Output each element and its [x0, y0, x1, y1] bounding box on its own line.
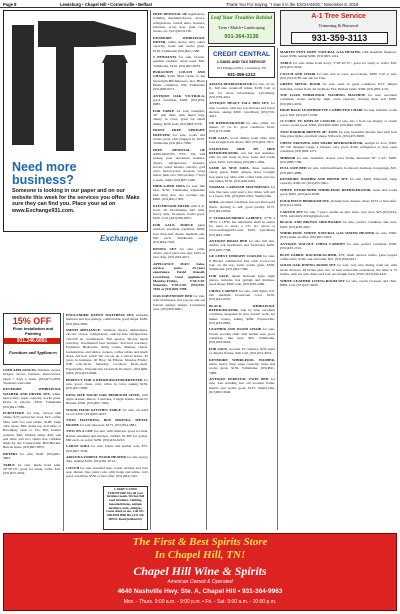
classified-ad [3, 452, 61, 461]
classified-heading: TOP LOAD WHIRLPOOL WASHING MACHINE [280, 93, 366, 98]
classified-text: for sale, with mattress, good for kids, Rattan ornament and kitchen, cabinet, $1,300 for gallon, $60 each, on sofas; $250. (931)434-0223. [66, 429, 148, 442]
leaf-phone: 931-364-3136 [224, 34, 259, 40]
classified-ad [209, 136, 275, 145]
classified-text: for sale, curved side chairs, $15; swivel bar stool, $15; coffee table with two end tables, $100; large curio glass, $60; dome top doll table or Bowlikely chair or 25s, $50; leather recliner, $40; kitchen lamp, $20; oak end table and two chairs live children made by the Cornersville. Bell Buckle. Belvue more. (931)607-8057. [3, 411, 61, 450]
classified-ad [153, 204, 205, 221]
credit-phone: 931-359-1212 [227, 72, 256, 77]
classified-heading: TABLE [3, 462, 15, 467]
classified-text: for sale, free standing has old wooden frame, mantle and works good, $125. Shelbyville. (615)693-3646. [209, 377, 275, 394]
page-number: Page 8 [3, 1, 17, 7]
classified-heading: FOR SALE, [209, 135, 229, 140]
classified-heading: ENGLANDER QUEEN MATTRESS SET, [66, 313, 135, 317]
classified-text: wet bar and stainless, with ice and water in door, looks and works good, $250. Lynchburg (931)801-1064. [209, 150, 275, 164]
classified-ad [280, 93, 397, 106]
classified-ad [153, 294, 205, 311]
classified-text: for sale, like new, only used a few times, will sell to a buyer, $70. (931)629-3301, Shelbyville. [209, 185, 275, 198]
classified-ad [66, 408, 148, 417]
leaf-troubles-ad[interactable] [208, 12, 275, 44]
classifieds-column-3 [153, 12, 205, 530]
classified-text: for sale, looks and works good, still plugged in, $150. Tullahoma (931)841-7986. [153, 132, 205, 146]
classified-ad [209, 216, 275, 237]
page-header [0, 0, 400, 8]
classified-ad [66, 466, 148, 479]
furniture-label: Furniture and Appliances [8, 350, 58, 355]
classified-heading: TABLE [280, 60, 292, 65]
tree-phone: 931-359-3113 [291, 32, 388, 44]
classified-text: for sale, beautiful, 30" pub table with metal legs, cherry in color, great for small dining, $250 each. (931)808-5378. [153, 108, 205, 126]
classified-ad [153, 128, 205, 145]
classified-ad [280, 263, 397, 276]
liquor-title-2: In Chapel Hill, TN! [154, 549, 246, 561]
classified-heading: BURGUNDY COUCH AND CHAIR, [153, 70, 205, 79]
classified-text: for sale, $100. (931)261-3802. [3, 451, 61, 461]
furniture-discount: 15% OFF [12, 316, 52, 326]
credit-central-ad[interactable] [208, 46, 275, 78]
classified-text: $79; small outdoor tables, glass topped coffee table, $100, oak end table, $25. (931)359-6611. [280, 252, 397, 261]
classified-ad [280, 177, 397, 186]
classifieds-column-1 [3, 368, 61, 530]
classified-text: for sale, made from pine, 29"x9"x5", great for study, crafts, $10. (931)455-3654. [3, 462, 61, 476]
classified-ad [66, 393, 148, 406]
classified-ad [280, 220, 397, 229]
classified-heading: CHEST FREEZER AND SHARP REFRIGERATOR, [280, 140, 364, 145]
classified-text: for sale, teal in color, good shape, $400. Call or text, (931)703-9785 and ask for Tina. [280, 71, 397, 80]
classified-heading: FOR SALE, [209, 273, 230, 278]
classified-text: for sale, $300, Ellsworth, large capacity, $300 all. (931)455-3661. [280, 177, 397, 186]
classified-text: wood dining room table with four straight back chairs, $65. (931)691-7811. [209, 135, 275, 145]
classified-ad [3, 411, 61, 450]
classified-text: for sale, with headboard, footboard, mattress, boxsprings, $50. (931)607-4880. [280, 166, 397, 175]
classified-text: upright in door, $300, 30" GE designer range, 4 burners, very good, $100, refrigerator or door open condition, (931)839-1271. [280, 140, 397, 154]
classified-heading: LEATHER AND WOOD CHAIR [209, 327, 262, 332]
classified-heading: HIGH BACK LEATHERETTE COMPUTER CHAIR [280, 108, 363, 113]
classified-ad [66, 328, 148, 375]
classified-heading: BLACK WHIRLPOOL REFRIGERATOR, [209, 303, 275, 313]
classified-text: Appliances, washing machines/dryers, stoves, refrigerators, central units, freezers, batteries, scrap iron, junk cars, trucks, etc. (931)425-9136. [153, 12, 205, 34]
classified-heading: MARTIN VENT FREE NATURAL GAS HEATER, [280, 50, 361, 54]
classified-text: side by side, excellent condition, dispenser in door doesn't work, ice maker works, asking $200. Fayetteville. (931)433-0881. [209, 308, 275, 325]
classified-heading: FROST FREE UPRIGHT FREEZER [153, 128, 205, 137]
classified-ad [280, 210, 397, 219]
classified-ad [153, 262, 205, 292]
classified-heading: PERFECT FOR A REFRIGERATOR/FREEZER [66, 377, 143, 382]
classified-heading: BLACK AND BROWN SIDE-BOARD [280, 220, 341, 225]
classified-heading: FREE REMOVAL OF [153, 12, 188, 16]
needmore-body: Someone is looking in our paper and on our website this week for the services you offer. Make sure they can find you. Place your ad on www.Exchange931.com. [12, 188, 140, 214]
classified-heading: FREE REMOVAL OF [153, 147, 205, 152]
classified-ad [209, 347, 275, 356]
classified-heading: BLUE FABRIC ROCKER/GLIDER, [280, 252, 338, 257]
furniture-phone: 931.246.6891 [4, 338, 60, 344]
classified-text: for sale, full size, double oak headboard and footboard, $250. (931)205-7798. [209, 239, 275, 252]
classified-text: Washers, dryers, fridges, stoves, freezers, microwaves. Open 7 days a week. (931)273-4700, Trade-ins welcome! [3, 368, 61, 385]
classified-heading: SOFA, [209, 200, 220, 205]
classified-ad [280, 253, 397, 262]
classified-heading: TWO HARBOR BREEZE 48" FANS [280, 129, 338, 134]
classified-text: good condition, $400. (931)359-6985. [153, 98, 205, 107]
leaf-line: Trees • Mulch • Landscaping [218, 25, 265, 30]
classified-heading: KING SIZE SOLID OAK BEDROOM SUITE, [66, 392, 141, 397]
classified-text: for sale, 7 piece candle set plus plate, very nice, $25 (931)334-5679. ladydolly:2019@gmail.com [280, 209, 397, 218]
classified-heading: 5' STORAGE/MEDIA CABINET, [209, 215, 263, 220]
classified-text: for sale, bronze, pendant cushion, never used, $20. Tullahoma, $210. (931)461-8233. [153, 55, 205, 68]
classified-heading: KITCHENAID MIXER [153, 203, 190, 208]
classified-text: for sale, has a front top display or cream cooler, works good, $300. (931)695-6495 (931)842-5290. [280, 118, 397, 128]
credit-title: CREDIT CENTRAL [212, 51, 271, 58]
classified-text: for sale, steel, in great condition, 6'x3', hinges included, comes from old Jackbase Fire, Belfast lands, $300. (931)993-4131. [280, 82, 397, 91]
classified-text: white, heavy duty, super capacity, looks and works great, $150. Tullahoma (931)841-1586. [153, 39, 205, 53]
classified-text: for sale, excellent condition, works perfectly, high, extra capacity, moving must sell, $200. (931)691-4052. [280, 93, 397, 106]
classified-ad [153, 109, 205, 126]
classified-heading: COUCH AND CHAIR [280, 71, 316, 76]
classified-heading: NORMAL CARWASH MATTRESSES [209, 185, 270, 190]
classified-ad [280, 242, 397, 251]
classified-text: includes mattress and box springs, comfortable, good shape, $180. (931)364-3881. [66, 313, 148, 326]
classified-heading: WHIRLPOOL WHITE NATURAL GAS WATER HEATER [280, 231, 375, 236]
classified-heading: 12 CUBIC FT. DISPLAY COOLER [280, 118, 336, 123]
classified-heading: ARIZONA FOREST WOOD HEATER [66, 455, 126, 460]
liquor-address: 4640 Nashville Hwy. Ste. A, Chapel Hill • 931-364-9963 [117, 588, 283, 595]
classified-ad [153, 94, 205, 107]
classified-ad [280, 82, 397, 91]
classified-ad [209, 121, 275, 134]
classified-ad [280, 130, 397, 139]
need-more-business-ad[interactable] [3, 10, 148, 232]
classified-ad [66, 313, 148, 326]
classified-text: $150; Mail carrier to the Snowlight-Hitchmosse's, nice Black Home condition, $50. Tullahoma (931)368-8271. [153, 74, 205, 92]
classified-text: for sale, standard size, rocker recliner and love seat, dinner, blue plaid color with beige and white, very good condition, $550 or best offer. (931)364-7427. [66, 465, 148, 479]
header-thanks: Thank You For Saying, "I saw it in the EXCHANGE," November 8, 2016 [226, 1, 359, 7]
tree-sub: Trimming & Removal [318, 23, 359, 28]
classified-text: wooden TV armoire, fifth stand or display fixture, $40. Call, (931)253-4074. [209, 346, 275, 356]
classified-text: includes bed, dresser, chest, $275 or best offer. (931)212-6610. [280, 198, 397, 208]
classified-ad [209, 200, 275, 213]
classified-heading: KENMORE WHIRLPOOL DRYER, [153, 35, 205, 44]
classified-ad [66, 378, 148, 391]
classified-ad [280, 141, 397, 154]
classified-text: for sale, heavy duty. Asking $100. (931)361-8712. [66, 455, 148, 464]
leaf-title: Leaf Your Troubles Behind [210, 15, 273, 21]
furniture-ad[interactable] [3, 313, 61, 365]
classified-heading: TWO ON A COT [66, 429, 94, 434]
classified-text: glass window, excellent condition, $200; four drop-leaf chairs, medium oak, $20 each. Tullahoma area. (931)994-7643. [153, 222, 205, 245]
classified-ad [209, 327, 275, 344]
classified-text: APPLIANCES, ETC. We will pickup your unwanted washers, dryers, refrigerators, freezers, stoves, water heaters, electric, golf carts, motorcycles, mowers, scrap metal, junk cars. Will pickup, 7 days a week. Jamie (931)607-1046. [153, 151, 205, 182]
classified-heading: CARVED SET [280, 209, 303, 214]
classified-ad [209, 147, 275, 164]
classified-ad [153, 70, 205, 91]
classified-heading: FOR TABLE [153, 108, 175, 113]
larrys-used-furniture-ad[interactable] [103, 486, 148, 530]
classified-ad [209, 358, 275, 375]
classified-heading: OAK DAVENPORT BED [153, 293, 193, 298]
classified-ad [153, 247, 205, 260]
classified-heading: FURNITURE [3, 411, 25, 416]
classified-ad [3, 387, 61, 408]
classified-heading: 5 PENDANTS [153, 55, 177, 60]
classified-text: three cushions, celery green, $300; antique brass wrought iron glass top table with coffee table and two end tables, $150. (931)246-0292. [209, 165, 275, 183]
classified-ad [280, 188, 397, 197]
classified-heading: SOLID OAK DINING ROOM SET [280, 263, 336, 268]
classified-ad [280, 231, 397, 240]
classified-ad [66, 418, 148, 427]
classified-heading: USED APPLIANCES. [3, 368, 37, 372]
classified-ad [66, 455, 148, 464]
classified-ad [153, 148, 205, 182]
classified-heading: FOUR PIECE BEDROOM SET, [280, 198, 330, 203]
furniture-sub: Floor Installation and Painting [12, 326, 54, 336]
classified-ad [280, 72, 397, 81]
classified-ad [280, 156, 397, 165]
classified-heading: GREEN METAL DOOR [280, 82, 321, 87]
hammer-icon [8, 15, 144, 155]
paper-towns: Lewisburg • Chapel Hill • Cornersville • Belfast [60, 1, 153, 7]
classified-heading: ANTIQUE PEDESTAL TWIN BED [209, 377, 269, 381]
classified-text: for sale, table, chairs, and 2 piece one spot, $225 or best offer, (931)433-4671. [153, 246, 205, 260]
classified-ad [280, 108, 397, 117]
classified-ad [153, 55, 205, 68]
classified-ad [3, 463, 61, 476]
classified-ad [66, 444, 148, 453]
classified-ad [153, 223, 205, 244]
classified-heading: FOR SALE, MAPLE [153, 222, 194, 227]
classified-ad [280, 50, 397, 59]
classified-text: for sale, fabric and leather sofa, $75. (931)967-3539. [66, 444, 148, 453]
classified-ad [280, 199, 397, 208]
classified-text: for sale, like new, $150. Tullahoma adjustable bed, king size, two recliner top, $400. (931)461-7303. [153, 184, 205, 202]
classified-ad [209, 239, 275, 252]
classified-text: white, heavy-duty, super capacity, works great. Dryer is electric. $350. Tullahoma (931)841-7986. [3, 391, 61, 409]
classified-heading: GE CHEST UPRIGHT COOLER [209, 254, 262, 259]
classified-text: white, heavy duty, super capacity, looks and works great, $150. Tullahoma. (931)841-7986. [209, 361, 275, 375]
classified-ad [280, 166, 397, 175]
classified-text: for sale, brown wooden chair with leather seat, good condition, like new, $65. Tullahoma. (931)393-9018. [209, 327, 275, 345]
classified-text: for sale, wooden, with two top drawers and lower shelves, asking $300. Lynchburg (931)759-4021. [209, 101, 275, 119]
larry-text: LARRY'S USED FURNITURE buy all your furniture needs. We buy/Sell used furniture. Clothing, household items, antique furniture, tools, antiques, Come check us out. Call 931-698-8700 9060 Hwy.431 OR MENC Road (behind Dry [106, 487, 145, 521]
classified-text: with triple dresser, mirror, 2 hutches, 2 night stands, made by Bassett, $500. (931)465-7094. [66, 392, 148, 406]
classified-heading: WHITE LEATHER LIVING ROOM SET [280, 278, 346, 283]
classified-heading: KENMORE WHIRLPOOL WASHER AND DRYER SET, [3, 387, 61, 396]
classified-heading: WHITE OVERUNDER WHIRLPOOL REFRIGERATOR, [280, 187, 372, 192]
classified-heading: WOOD HAND KITCHEN TABLE [66, 407, 122, 412]
classified-text: for sale, good, clean, cold, white in color, asking $150. (931)297-3800. [66, 377, 148, 391]
classifieds-column-4 [209, 82, 275, 530]
classified-heading: ANTIQUE OAK VICTROLA, [153, 93, 205, 98]
classified-text: queen bedroom suite, eight pieces, includes box springs and mattress, good shape, $300 cash. (931)939-2266. [209, 273, 275, 287]
classified-text: for sale, white, ice maker, 17 cu. ft., great condition, $150. (931)273-4399. [209, 120, 275, 134]
classified-text: for sale, with mattresses, has pop up and out bottom springs design, Lewisburg area. (931)360-6961. [153, 293, 205, 311]
classified-heading: DINING SET [153, 246, 177, 251]
classified-heading: ANTIQUE BRASS BED [209, 239, 248, 244]
liquor-store-name: Chapel Hill Wine & Spirits [133, 564, 267, 578]
classified-ad [209, 289, 275, 302]
classified-ad [209, 304, 275, 325]
classified-text: for sale, couch, loveseat, and chair, $999. Call, (931)227-6026. [280, 278, 397, 287]
exchange-logo: Exchange [100, 234, 138, 243]
classified-text: for sale, 22 cu. ft., full size cream/off white, $138. Call or text for more information, Lynchburg. (931)759-4021. [209, 82, 275, 99]
classified-ad [209, 274, 275, 287]
classified-ad [209, 101, 275, 118]
classified-ad [209, 254, 275, 271]
classified-heading: HIDE-A-BED SOFA [153, 184, 185, 189]
classified-heading: CHINA CABINET [209, 288, 238, 293]
classified-text: for sale, beautiful chrome fans with four blue glass lights, excellent shape, $30 each. (931)455-8208. [280, 129, 397, 139]
classified-text: for sale, made from dowy, 3"x8"x6"x5", great for study or crafts, $10. (931)455-3654. [280, 60, 397, 70]
liquor-hours: Mon. - Thurs. 9:00 a.m. - 9:00 p.m. • Fri. - Sat. 9:00 a.m. - 10:00 p.m. [123, 599, 277, 605]
classified-heading: LARGE SOFA [66, 444, 90, 449]
classified-heading: AMANA REFRIGERATOR [209, 82, 253, 86]
classified-heading: SAME AS NEW SOFA, [209, 165, 250, 170]
classified-heading: COUCH [66, 465, 80, 470]
classified-ad [66, 429, 148, 442]
classified-heading: ANTIQUE HEAVY TALL BED SET, [209, 101, 269, 106]
classified-text: looks and works good, $200. (931)422-9228. [280, 187, 397, 197]
classifieds-column-5 [280, 50, 397, 530]
tree-title: A-1 Tree Service [311, 13, 366, 20]
classified-text: with 6 qt. bowl, all attachments, $25 with, heavy duty, 10-speed, works good, $100. Call, (931)580-2003. [153, 203, 205, 221]
classified-text: for sale, metallic, looks good, $10. (931)227-2209. [280, 108, 397, 117]
chapel-hill-wine-spirits-ad[interactable] [3, 533, 397, 611]
classified-heading: KENMORE WHIRLPOOL WASHER, [209, 357, 275, 362]
needmore-title: Need more business? [12, 160, 77, 187]
classified-ad [280, 279, 397, 288]
classified-text: excellent condition, has not been used much, moving to sell, good quality, $175. (931)691-6052. [209, 200, 275, 214]
classified-text: for sale, perfect condition, $300. (931)433-1191. [280, 241, 397, 251]
classified-text: for sale, beautiful, bronze color frame, measures 30" x 42", $200. (931)388-7780. [280, 155, 397, 164]
classified-ad [280, 61, 397, 70]
classified-text: for sale, all solid wood, $100. (931)695-4035. [66, 407, 148, 416]
classified-text: for sale, perfect condition, like new, $450. (931)638-4947. [280, 220, 397, 229]
liquor-title: The First & Best Spirits Store [132, 536, 268, 548]
classified-ad [153, 184, 205, 201]
classified-heading: TWIN MATTRESS, BOX SPRINGS, METAL FRAME [66, 418, 148, 427]
classified-ad [209, 377, 275, 394]
classified-ad [153, 36, 205, 53]
classified-ad [3, 368, 61, 385]
classified-text: for sale, with lights, 6'4" tall, medium brown/oak color, $130. (931)222-0055. [209, 288, 275, 302]
classified-ad [209, 185, 275, 198]
classified-heading: MIRROR [280, 155, 296, 160]
classified-ad [209, 166, 275, 183]
classified-heading: FOR SALE, [209, 346, 228, 351]
classified-heading: GE REFRIGERATOR [209, 120, 245, 125]
classified-heading: FULL SIZE BED [280, 166, 307, 171]
classified-text: for sale, like new, $175. (931)364-3881. [79, 422, 137, 427]
classified-text: for sale, $300. (931) make an offer, (931)607-2203. [280, 231, 397, 240]
liquor-tagline: American Owned & Operated [167, 579, 233, 585]
classified-heading: ANTIQUE WALNUT CHINA CABINET [280, 241, 346, 246]
classified-heading: KENMORE WASHER AND DRYER SET [280, 177, 348, 182]
classified-heading: SMITH APPLIANCE: [66, 328, 102, 333]
classified-heading: DRYERS [3, 451, 18, 456]
classified-text: for sale, very nice dining room set, with seven drawers, 48 inches plus two 12 inch removable extensions, the table is 72 inches, with six arm chairs and four six straight back, $700. (615)390-4431. [280, 263, 397, 277]
classified-text: Washers, dryers, dishwashers, electric stoves, refrigerators, side-by-side refrigerators. 110/220 air conditioners. Full service. 90-day repair warranty. Overhauled best features. Serviced warranty: Furniture: Bedrooms, living rooms, dinettes, chests, bookshelves, end tables, rockers, coffee tables and much more. All bow solid! We cut set up a whole house. 35 years in business. 40 Hwy. 64 Elkton. Monday-Friday: 9:00 a.m.-5p.m. Saturday: Location, 8a.m.-4p.m. Fayetteville, Wayside Inn Livestock Products. (931)468-0202; (931)433-6969. [66, 328, 148, 376]
classified-heading: STAINLESS SIDE BY SIDE REFRIGERATOR, [209, 146, 275, 155]
classified-ad [280, 119, 397, 128]
credit-sub: LOANS AND TAX SERVICE [217, 60, 266, 64]
tree-service-ad[interactable] [280, 10, 397, 46]
classified-ad [153, 12, 205, 33]
classified-heading: APPLIANCE MAN: Sales, service, parts. 25-years experience. David Russell, Lewisburg. Used appliances! Monday-Friday, 9:30-5:30. Saturday, 9:30-2:00. (931)359-7816 or (931)639-7589. [153, 261, 205, 292]
credit-address: 914 Ellington Hwy., Lewisburg, TN [217, 66, 266, 70]
classified-text: with beautiful fireplace, tested $350, asking $200. (931)903-1414. [280, 50, 397, 59]
classified-text: for sale, 8 Bucket commercial fine with Coca-Cola logo on the top, looks works great, $300. Tullahoma. (931)302-7366. [209, 254, 275, 272]
classified-ad [209, 82, 275, 99]
classified-text: 27"H x 38"W x 18"D, has adjustable shelf in center for used to store, a TV, etc. photo at www.exchange931.com, $100, Lynchburg (931)845-1960. [209, 215, 275, 237]
